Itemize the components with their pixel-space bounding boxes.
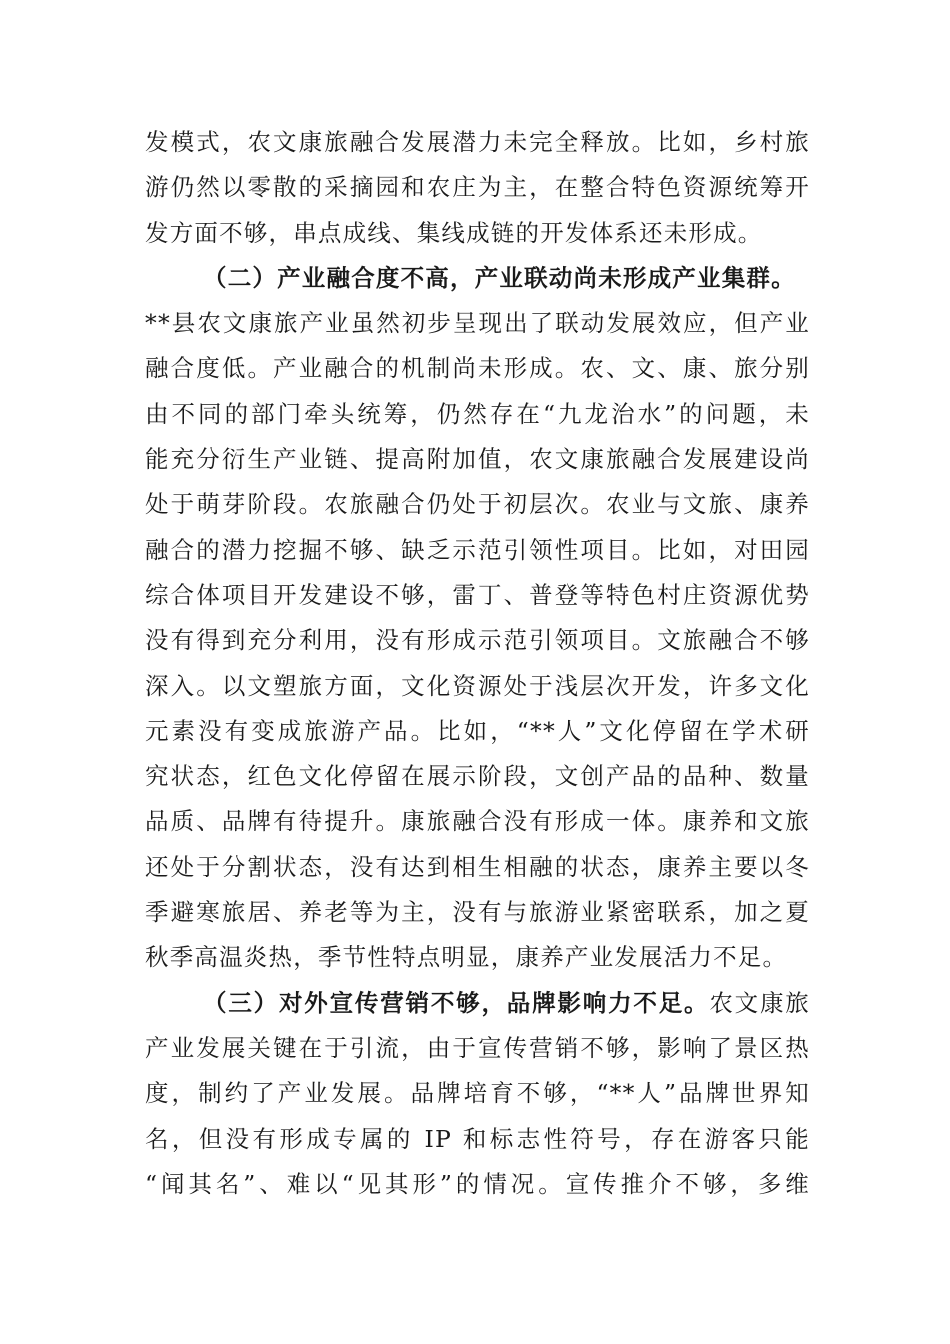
text-line: 融合度低。产业融合的机制尚未形成。农、文、康、旅分别 bbox=[145, 354, 810, 383]
text-line: 发方面不够，串点成线、集线成链的开发体系还未形成。 bbox=[145, 218, 763, 247]
text-line: 没有得到充分利用，没有形成示范引领项目。文旅融合不够 bbox=[145, 626, 810, 655]
section-3-heading-tail: 农文康旅 bbox=[709, 988, 810, 1017]
text-line: 由不同的部门牵头统筹，仍然存在“九龙治水”的问题，未 bbox=[145, 399, 810, 428]
text-line: **县农文康旅产业虽然初步呈现出了联动发展效应，但产业 bbox=[145, 309, 810, 338]
section-3-first-line bbox=[145, 981, 810, 1026]
section-3-paragraph bbox=[145, 981, 810, 1207]
text-line: 元素没有变成旅游产品。比如，“**人”文化停留在学术研 bbox=[145, 716, 810, 745]
text-line: 融合的潜力挖掘不够、缺乏示范引领性项目。比如，对田园 bbox=[145, 535, 810, 564]
text-line: 游仍然以零散的采摘园和农庄为主，在整合特色资源统筹开 bbox=[145, 173, 810, 202]
text-line: 综合体项目开发建设不够，雷丁、普登等特色村庄资源优势 bbox=[145, 580, 810, 609]
text-line: 品质、品牌有待提升。康旅融合没有形成一体。康养和文旅 bbox=[145, 807, 810, 836]
text-line: 发模式，农文康旅融合发展潜力未完全释放。比如，乡村旅 bbox=[145, 128, 810, 156]
text-line: “闻其名”、难以“见其形”的情况。宣传推介不够，多维 bbox=[145, 1169, 810, 1198]
text-line: 名，但没有形成专属的 IP 和标志性符号，存在游客只能 bbox=[145, 1124, 810, 1153]
paragraph-1 bbox=[145, 120, 810, 256]
text-line: 季避寒旅居、养老等为主，没有与旅游业紧密联系，加之夏 bbox=[145, 898, 810, 927]
document-body bbox=[145, 120, 810, 1207]
text-line: 究状态，红色文化停留在展示阶段，文创产品的品种、数量 bbox=[145, 762, 810, 791]
section-2-heading: （二）产业融合度不高，产业联动尚未形成产业集群。 bbox=[203, 263, 796, 292]
text-line: 处于萌芽阶段。农旅融合仍处于初层次。农业与文旅、康养 bbox=[145, 490, 810, 519]
text-line: 度，制约了产业发展。品牌培育不够，“**人”品牌世界知 bbox=[145, 1079, 810, 1108]
text-line: 还处于分割状态，没有达到相生相融的状态，康养主要以冬 bbox=[145, 852, 810, 881]
text-line: 产业发展关键在于引流，由于宣传营销不够，影响了景区热 bbox=[145, 1033, 810, 1062]
text-line: 深入。以文塑旅方面，文化资源处于浅层次开发，许多文化 bbox=[145, 671, 810, 700]
section-3-heading: （三）对外宣传营销不够，品牌影响力不足。 bbox=[203, 988, 710, 1017]
section-2-paragraph bbox=[145, 256, 810, 981]
text-line: 秋季高温炎热，季节性特点明显，康养产业发展活力不足。 bbox=[145, 943, 788, 972]
text-line: 能充分衍生产业链、提高附加值，农文康旅融合发展建设尚 bbox=[145, 445, 810, 474]
